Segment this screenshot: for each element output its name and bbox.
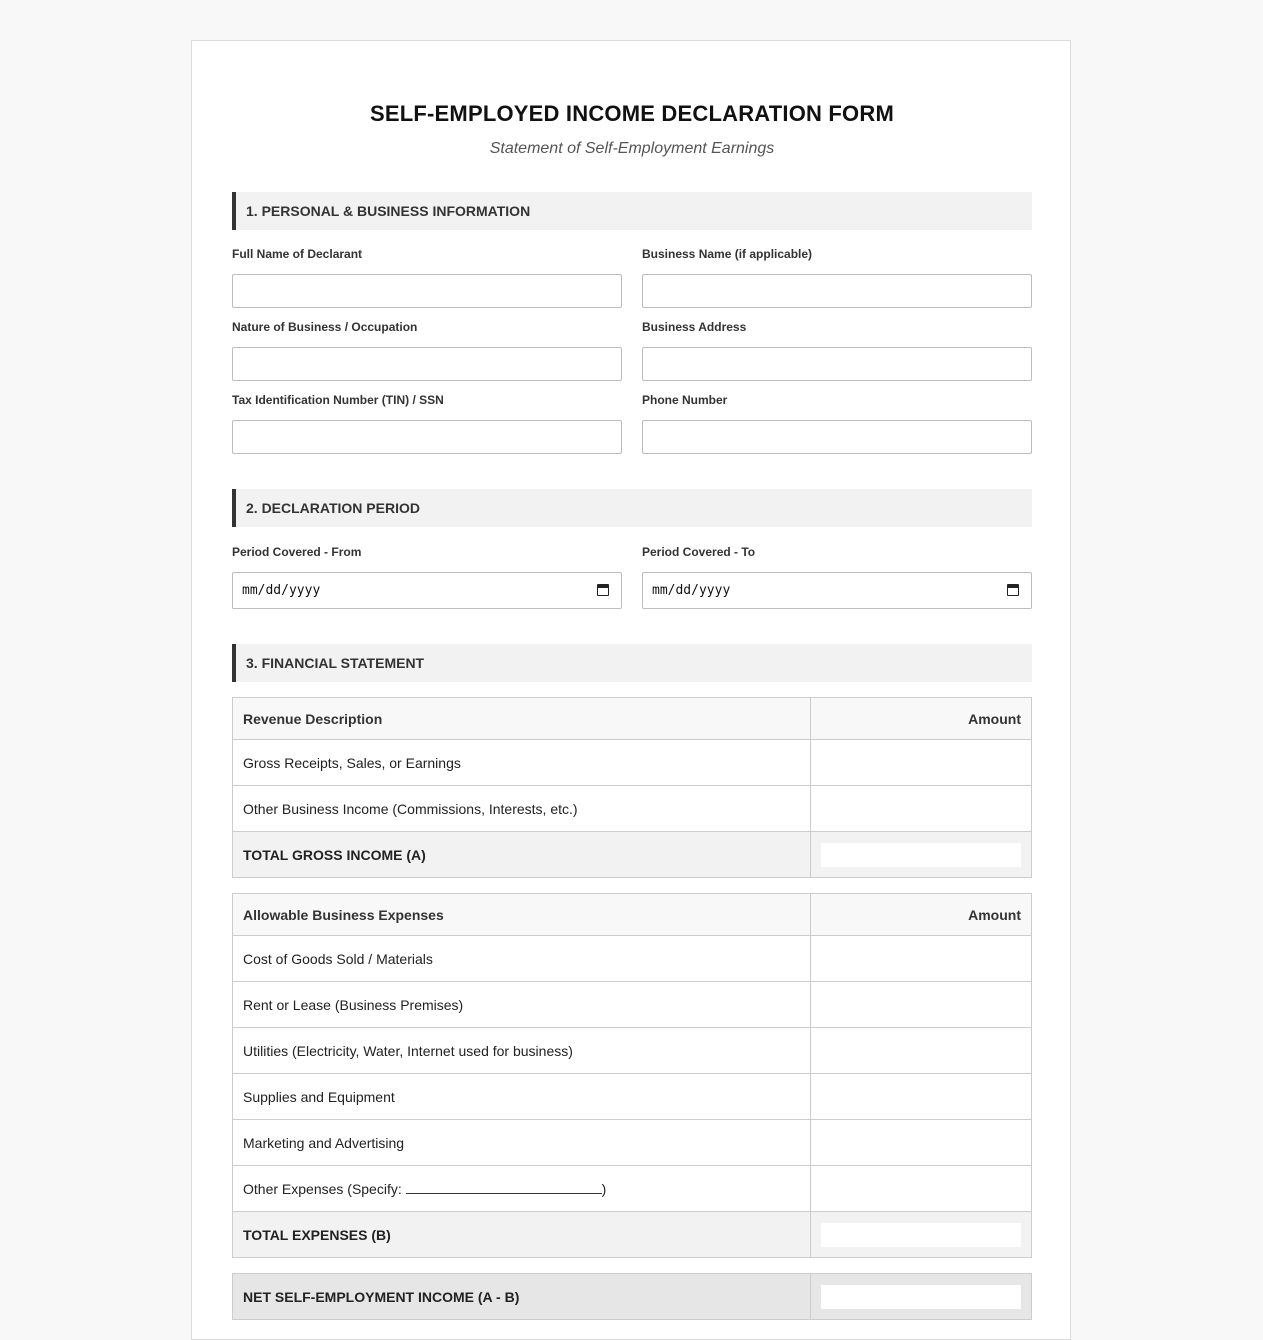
expense-amount-input[interactable]: [811, 1074, 1032, 1120]
business-name-input[interactable]: [642, 274, 1032, 308]
period-from-label: Period Covered - From: [232, 545, 362, 559]
expense-row-label: Marketing and Advertising: [233, 1120, 811, 1166]
period-from-placeholder: mm/dd/yyyy: [242, 583, 321, 598]
revenue-desc-header: Revenue Description: [233, 698, 811, 740]
full-name-label: Full Name of Declarant: [232, 247, 363, 261]
expense-amount-input[interactable]: [811, 1028, 1032, 1074]
address-label: Business Address: [642, 320, 747, 334]
net-income-value: [821, 1285, 1021, 1309]
total-expenses-row: [233, 1212, 1032, 1258]
expense-row-label: Supplies and Equipment: [233, 1074, 811, 1120]
expenses-desc-header: Allowable Business Expenses: [233, 894, 811, 936]
address-group: [642, 319, 1032, 335]
section-heading-period: 2. DECLARATION PERIOD: [232, 489, 1032, 527]
expense-amount-input[interactable]: [811, 1166, 1032, 1212]
tin-input[interactable]: [232, 420, 622, 454]
phone-group: [642, 392, 1032, 408]
phone-input[interactable]: [642, 420, 1032, 454]
specify-blank-line[interactable]: [406, 1180, 602, 1194]
other-expense-prefix: Other Expenses (Specify:: [243, 1181, 406, 1197]
tin-label: Tax Identification Number (TIN) / SSN: [232, 393, 444, 407]
table-header-row: [233, 894, 1032, 936]
table-row: [233, 1166, 1032, 1212]
table-row: [233, 982, 1032, 1028]
revenue-amount-input[interactable]: [811, 786, 1032, 832]
table-row: [233, 1074, 1032, 1120]
full-name-input[interactable]: [232, 274, 622, 308]
section-heading-financial: 3. FINANCIAL STATEMENT: [232, 644, 1032, 682]
period-to-placeholder: mm/dd/yyyy: [652, 583, 731, 598]
other-expense-label: [233, 1166, 811, 1212]
nature-input[interactable]: [232, 347, 622, 381]
revenue-table: [232, 697, 1032, 878]
net-income-label: NET SELF-EMPLOYMENT INCOME (A - B): [233, 1274, 811, 1320]
business-name-group: [642, 246, 1032, 262]
form-subtitle: Statement of Self-Employment Earnings: [489, 140, 775, 157]
business-name-label: Business Name (if applicable): [642, 247, 813, 261]
total-gross-value: [821, 843, 1021, 867]
expense-row-label: Cost of Goods Sold / Materials: [233, 936, 811, 982]
total-gross-cell: [811, 832, 1032, 878]
table-row: [233, 740, 1032, 786]
revenue-row-label: Gross Receipts, Sales, or Earnings: [233, 740, 811, 786]
net-income-row: [233, 1274, 1032, 1320]
nature-group: [232, 319, 622, 335]
revenue-row-label: Other Business Income (Commissions, Interests, etc.): [233, 786, 811, 832]
full-name-group: [232, 246, 622, 262]
revenue-amount-header: Amount: [811, 698, 1032, 740]
period-to-input[interactable]: [642, 572, 1032, 609]
net-income-table: [232, 1273, 1032, 1320]
form-page: [191, 40, 1071, 1340]
table-header-row: [233, 698, 1032, 740]
nature-label: Nature of Business / Occupation: [232, 320, 418, 334]
section-heading-personal: 1. PERSONAL & BUSINESS INFORMATION: [232, 192, 1032, 230]
expense-amount-input[interactable]: [811, 1120, 1032, 1166]
calendar-icon[interactable]: [597, 584, 609, 596]
total-expenses-cell: [811, 1212, 1032, 1258]
expenses-amount-header: Amount: [811, 894, 1032, 936]
total-expenses-label: TOTAL EXPENSES (B): [233, 1212, 811, 1258]
expense-row-label: Utilities (Electricity, Water, Internet used for business): [233, 1028, 811, 1074]
tin-group: [232, 392, 622, 408]
expense-row-label: Rent or Lease (Business Premises): [233, 982, 811, 1028]
period-to-group: [642, 544, 1032, 598]
revenue-amount-input[interactable]: [811, 740, 1032, 786]
period-from-input[interactable]: [232, 572, 622, 609]
table-row: [233, 936, 1032, 982]
total-gross-label: TOTAL GROSS INCOME (A): [233, 832, 811, 878]
expenses-table: [232, 893, 1032, 1258]
table-row: [233, 1120, 1032, 1166]
total-gross-row: [233, 832, 1032, 878]
net-income-cell: [811, 1274, 1032, 1320]
period-to-label: Period Covered - To: [642, 545, 756, 559]
period-from-group: [232, 544, 622, 598]
table-row: [233, 786, 1032, 832]
table-row: [233, 1028, 1032, 1074]
address-input[interactable]: [642, 347, 1032, 381]
phone-label: Phone Number: [642, 393, 728, 407]
expense-amount-input[interactable]: [811, 982, 1032, 1028]
calendar-icon[interactable]: [1007, 584, 1019, 596]
form-title: SELF-EMPLOYED INCOME DECLARATION FORM: [370, 101, 894, 126]
total-expenses-value: [821, 1223, 1021, 1247]
other-expense-suffix: ): [601, 1181, 607, 1197]
expense-amount-input[interactable]: [811, 936, 1032, 982]
